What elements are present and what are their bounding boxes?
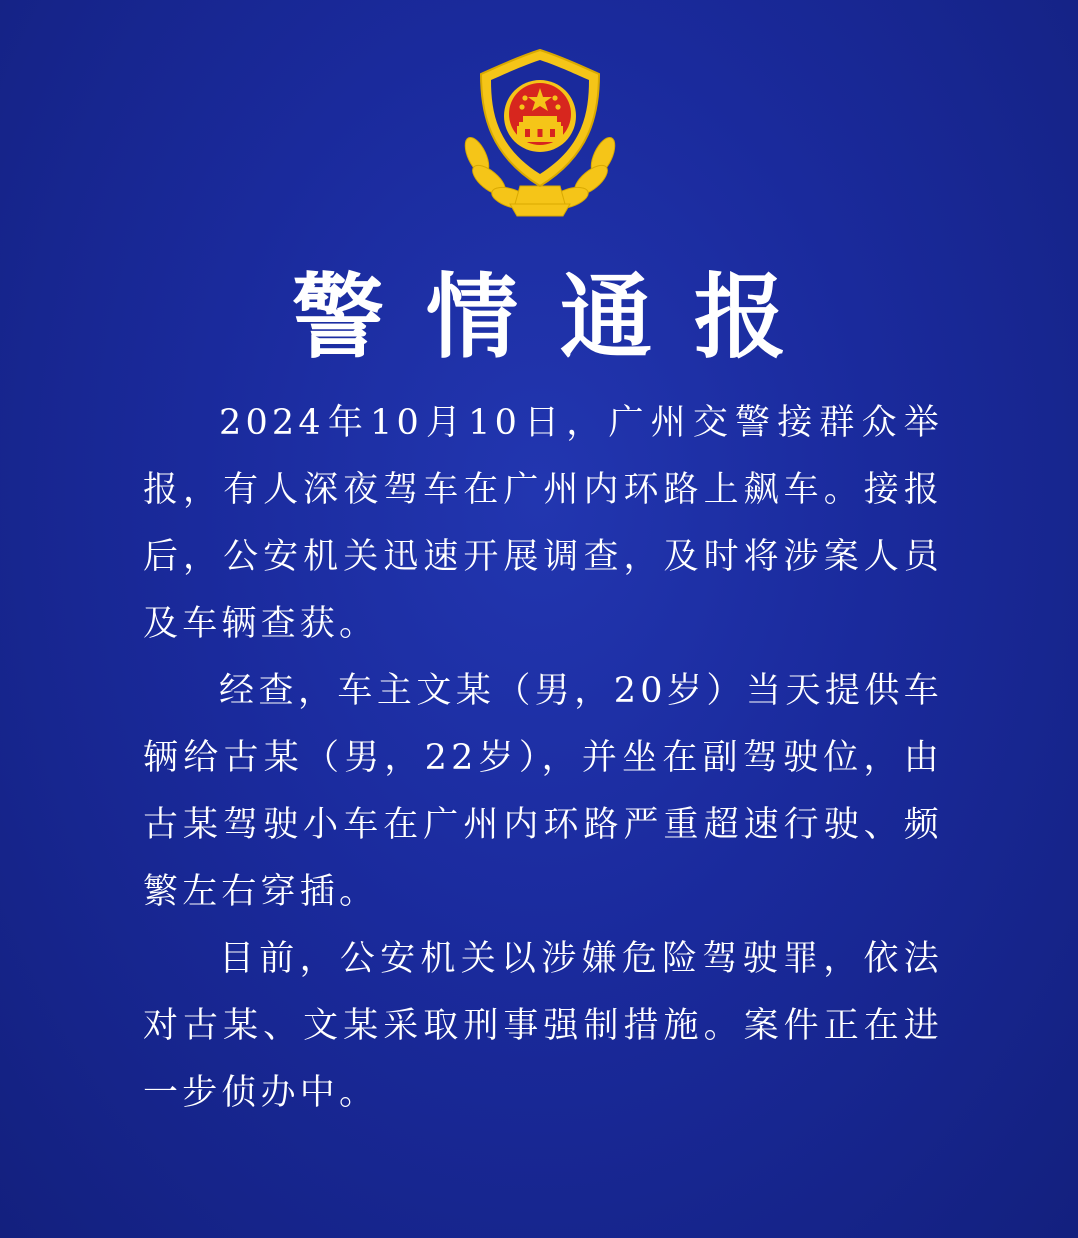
page-title: 警情通报 (291, 264, 828, 371)
police-emblem-icon (455, 46, 625, 218)
notice-paragraph: 经查，车主文某（男，20岁）当天提供车辆给古某（男，22岁），并坐在副驾驶位，由古某驾驶小车在广州内环路严重超速行驶、频繁左右穿插。 (143, 671, 943, 912)
notice-paragraph: 2024年10月10日，广州交警接群众举报，有人深夜驾车在广州内环路上飙车。接报后，公安机关迅速开展调查，及时将涉案人员及车辆查获。 (143, 403, 943, 644)
notice-paragraph: 目前，公安机关以涉嫌危险驾驶罪，依法对古某、文某采取刑事强制措施。案件正在进一步侦办中。 (143, 939, 943, 1113)
notice-body (143, 390, 943, 1127)
